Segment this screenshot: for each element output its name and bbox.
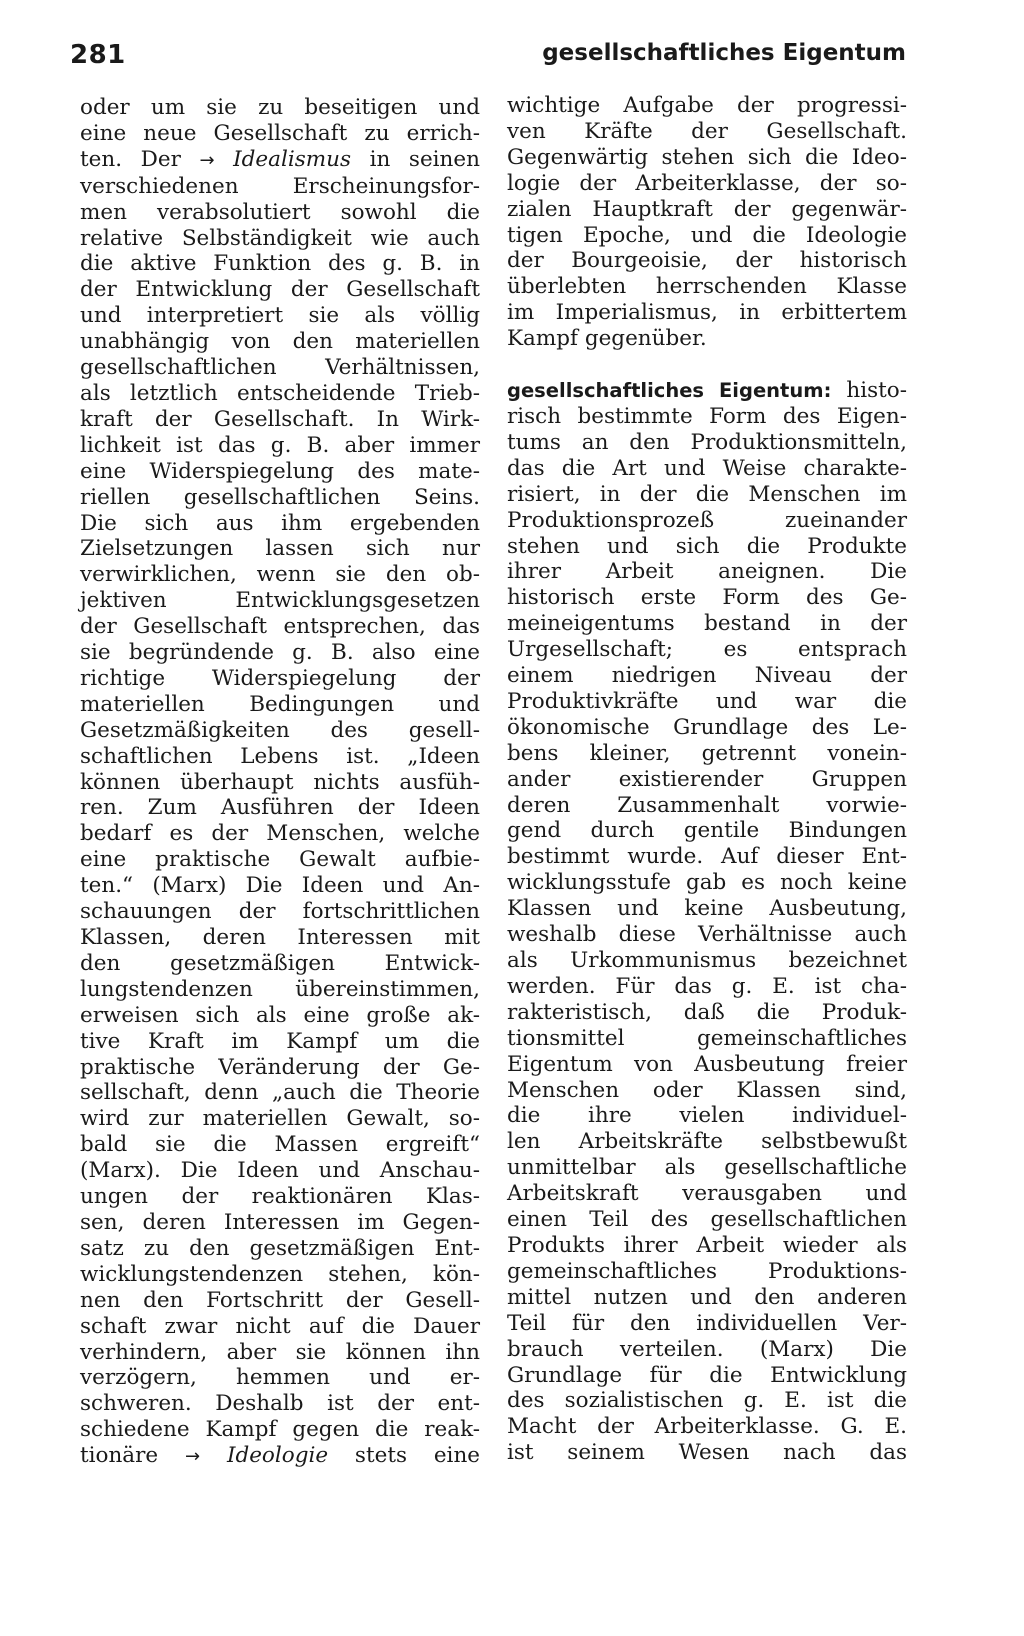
text-line: kraft der Gesellschaft. In Wirk- — [80, 406, 480, 432]
text-line: Zielsetzungen lassen sich nur — [80, 536, 480, 562]
text-line: den gesetzmäßigen Entwick- — [80, 950, 480, 976]
text-line: die ihre vielen individuel- — [507, 1103, 907, 1129]
text-line: ven Kräfte der Gesellschaft. — [507, 118, 907, 144]
text-line: len Arbeitskräfte selbstbewußt — [507, 1129, 907, 1155]
text-line: stehen und sich die Produkte — [507, 533, 907, 559]
text-line: Gesetzmäßigkeiten des gesell- — [80, 717, 480, 743]
text-line: weshalb diese Verhältnisse auch — [507, 922, 907, 948]
text-line: Urgesellschaft; es entsprach — [507, 637, 907, 663]
text-fragment: histo- — [846, 378, 907, 404]
text-line: deren Zusammenhalt vorwie- — [507, 792, 907, 818]
text-line: tive Kraft im Kampf um die — [80, 1028, 480, 1054]
text-line: schiedene Kampf gegen die reak- — [80, 1417, 480, 1443]
text-line: schauungen der fortschrittlichen — [80, 899, 480, 925]
text-line: tionsmittel gemeinschaftliches — [507, 1025, 907, 1051]
text-line: Die sich aus ihm ergebenden — [80, 510, 480, 536]
text-line: ungen der reaktionären Klas- — [80, 1184, 480, 1210]
text-line — [80, 147, 480, 174]
text-line: verschiedenen Erscheinungsfor- — [80, 173, 480, 199]
text-line: risch bestimmte Form des Eigen- — [507, 403, 907, 429]
text-line: Menschen oder Klassen sind, — [507, 1077, 907, 1103]
text-line: wicklungstendenzen stehen, kön- — [80, 1261, 480, 1287]
text-line — [507, 378, 907, 404]
text-line: brauch verteilen. (Marx) Die — [507, 1336, 907, 1362]
text-line: einem niedrigen Niveau der — [507, 663, 907, 689]
cross-reference-arrow-icon: → — [199, 149, 215, 171]
text-line: risiert, in der die Menschen im — [507, 481, 907, 507]
text-line: Grundlage für die Entwicklung — [507, 1362, 907, 1388]
text-line: eine praktische Gewalt aufbie- — [80, 847, 480, 873]
text-line: Gegenwärtig stehen sich die Ideo- — [507, 144, 907, 170]
text-line: als Urkommunismus bezeichnet — [507, 948, 907, 973]
text-line: eine Widerspiegelung des mate- — [80, 458, 480, 484]
text-line: ren. Zum Ausführen der Ideen — [80, 795, 480, 821]
text-line: historisch erste Form des Ge- — [507, 585, 907, 611]
text-line: ihrer Arbeit aneignen. Die — [507, 559, 907, 585]
text-line: als letztlich entscheidende Trieb- — [80, 380, 480, 406]
text-line: überlebten herrschenden Klasse — [507, 274, 907, 300]
text-line: und interpretiert sie als völlig — [80, 303, 480, 329]
right-column — [507, 93, 907, 1466]
text-line: ander existierender Gruppen — [507, 766, 907, 792]
text-line: schaftlichen Lebens ist. „Ideen — [80, 743, 480, 769]
text-line: einen Teil des gesellschaftlichen — [507, 1207, 907, 1233]
text-line: verzögern, hemmen und er- — [80, 1365, 480, 1391]
text-line: die aktive Funktion des g. B. in — [80, 251, 480, 277]
text-line: wichtige Aufgabe der progressi- — [507, 93, 907, 118]
text-fragment: ten. Der — [80, 146, 181, 172]
text-line: Teil für den individuellen Ver- — [507, 1310, 907, 1336]
text-line: sen, deren Interessen im Gegen- — [80, 1209, 480, 1235]
text-line: bens kleiner, getrennt vonein- — [507, 740, 907, 766]
text-line: Eigentum von Ausbeutung freier — [507, 1051, 907, 1077]
text-line: lungstendenzen übereinstimmen, — [80, 976, 480, 1002]
text-line: im Imperialismus, in erbittertem — [507, 300, 907, 326]
cross-reference-ideologie[interactable]: Ideologie — [226, 1443, 329, 1469]
text-line: der Bourgeoisie, der historisch — [507, 248, 907, 274]
cross-reference-arrow-icon: → — [185, 1446, 201, 1468]
text-line: Macht der Arbeiterklasse. G. E. — [507, 1414, 907, 1440]
text-line: praktische Veränderung der Ge- — [80, 1054, 480, 1080]
text-line: sellschaft, denn „auch die Theorie — [80, 1080, 480, 1106]
text-line: Klassen und keine Ausbeutung, — [507, 896, 907, 922]
text-line: können überhaupt nichts ausfüh- — [80, 769, 480, 795]
text-line: satz zu den gesetzmäßigen Ent- — [80, 1235, 480, 1261]
text-line: der Entwicklung der Gesellschaft — [80, 277, 480, 303]
text-line: wird zur materiellen Gewalt, so- — [80, 1106, 480, 1132]
text-line: Produktionsprozeß zueinander — [507, 507, 907, 533]
text-line: unabhängig von den materiellen — [80, 329, 480, 355]
text-line: sie begründende g. B. also eine — [80, 640, 480, 666]
text-line: Produktivkräfte und war die — [507, 688, 907, 714]
text-line: erweisen sich als eine große ak- — [80, 1002, 480, 1028]
paragraph — [80, 95, 480, 1470]
entry-headword: gesellschaftliches Eigentum: — [507, 379, 832, 403]
text-line: nen den Fortschritt der Gesell- — [80, 1287, 480, 1313]
text-line: gesellschaftlichen Verhältnissen, — [80, 355, 480, 381]
running-head: gesellschaftliches Eigentum — [542, 40, 906, 66]
text-line: rakteristisch, daß die Produk- — [507, 999, 907, 1025]
text-line: Produkts ihrer Arbeit wieder als — [507, 1232, 907, 1258]
text-line: schweren. Deshalb ist der ent- — [80, 1391, 480, 1417]
text-line: tigen Epoche, und die Ideologie — [507, 222, 907, 248]
text-line: wicklungsstufe gab es noch keine — [507, 870, 907, 896]
text-line: Klassen, deren Interessen mit — [80, 925, 480, 950]
text-line: bestimmt wurde. Auf dieser Ent- — [507, 844, 907, 870]
text-line: eine neue Gesellschaft zu errich- — [80, 120, 480, 146]
text-line: Kampf gegenüber. — [507, 326, 707, 352]
text-line: richtige Widerspiegelung der — [80, 665, 480, 691]
text-line: zialen Hauptkraft der gegenwär- — [507, 196, 907, 222]
text-fragment: stets eine — [354, 1443, 481, 1469]
dictionary-entry — [507, 378, 907, 1466]
text-line: riellen gesellschaftlichen Seins. — [80, 484, 480, 510]
text-line: bedarf es der Menschen, welche — [80, 821, 480, 847]
text-line: ist seinem Wesen nach das — [507, 1440, 907, 1466]
text-line: des sozialistischen g. E. ist die — [507, 1388, 907, 1414]
text-line: men verabsolutiert sowohl die — [80, 199, 480, 225]
text-line: relative Selbständigkeit wie auch — [80, 225, 480, 251]
text-line: der Gesellschaft entsprechen, das — [80, 614, 480, 640]
text-line: unmittelbar als gesellschaftliche — [507, 1155, 907, 1181]
text-fragment: tionäre — [80, 1443, 159, 1469]
text-line: (Marx). Die Ideen und Anschau- — [80, 1158, 480, 1184]
text-line: das die Art und Weise charakte- — [507, 455, 907, 481]
text-line: schaft zwar nicht auf die Dauer — [80, 1313, 480, 1339]
page-number: 281 — [70, 40, 126, 70]
text-line: lichkeit ist das g. B. aber immer — [80, 432, 480, 458]
paragraph — [507, 93, 907, 352]
text-line: oder um sie zu beseitigen und — [80, 95, 480, 120]
text-line: ökonomische Grundlage des Le- — [507, 714, 907, 740]
left-column — [80, 95, 480, 1470]
text-line: tums an den Produktionsmitteln, — [507, 429, 907, 455]
text-line: meineigentums bestand in der — [507, 611, 907, 637]
text-line: gend durch gentile Bindungen — [507, 818, 907, 844]
text-fragment: in seinen — [369, 146, 480, 172]
text-line: jektiven Entwicklungsgesetzen — [80, 588, 480, 614]
text-line: ten.“ (Marx) Die Ideen und An- — [80, 873, 480, 899]
text-line: Arbeitskraft verausgaben und — [507, 1181, 907, 1207]
text-line: gemeinschaftliches Produktions- — [507, 1258, 907, 1284]
text-line: logie der Arbeiterklasse, der so- — [507, 170, 907, 196]
text-line: verhindern, aber sie können ihn — [80, 1339, 480, 1365]
text-line: bald sie die Massen ergreift“ — [80, 1132, 480, 1158]
text-line — [80, 1443, 480, 1470]
text-line: materiellen Bedingungen und — [80, 691, 480, 717]
text-line: mittel nutzen und den anderen — [507, 1284, 907, 1310]
cross-reference-idealismus[interactable]: Idealismus — [233, 146, 352, 172]
text-line: werden. Für das g. E. ist cha- — [507, 973, 907, 999]
text-line: verwirklichen, wenn sie den ob- — [80, 562, 480, 588]
